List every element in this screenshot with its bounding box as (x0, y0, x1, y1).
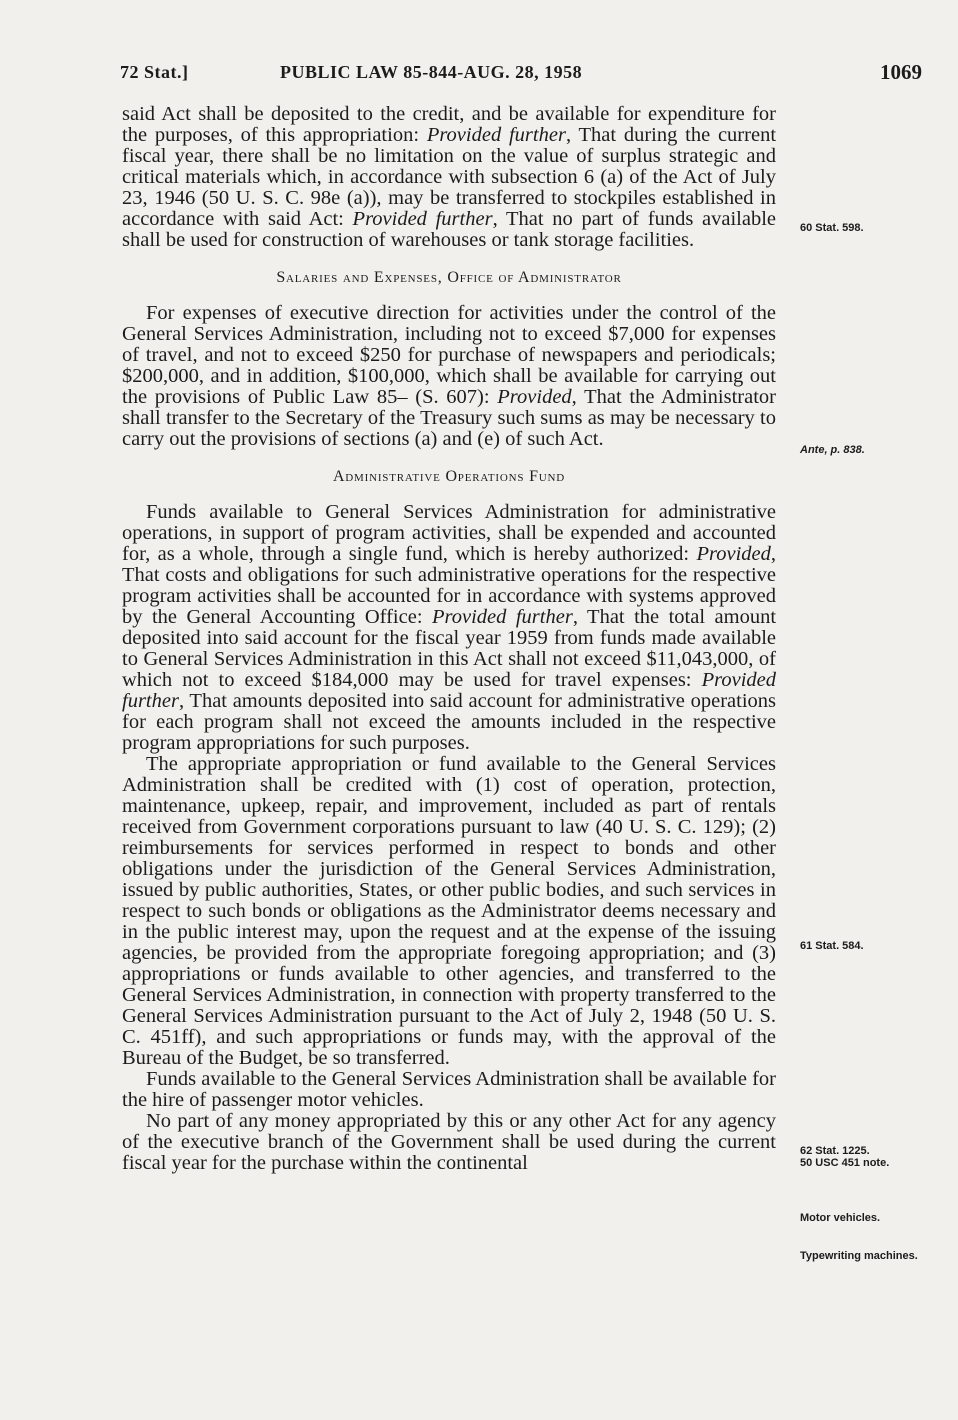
body-text (122, 104, 776, 1174)
paragraph-stockpile: said Act shall be deposited to the credit, and be available for expenditure for the purposes, of this appropriation: Provided further, That during the current fiscal year, there shall be no limitation on the value of surplus strategic and critical materials which, in accordance with subsection 6 (a) of the Act of July 23, 1946 (50 U. S. C. 98e (a)), may be transferred to stockpiles established in accordance with said Act: Provided further, That no part of funds available shall be used for construction of warehouses or tank storage facilities. (122, 103, 777, 251)
paragraph-salaries: For expenses of executive direction for activities under the control of the General Services Administration, including not to exceed $7,000 for expenses of travel, and not to exceed $250 for purchase of newspapers and periodicals; $200,000, and in addition, $100,000, which shall be available for carrying out the provisions of Public Law 85– (S. 607): Provided, That the Administrator shall transfer to the Secretary of the Treasury such sums as may be necessary to carry out the provisions of sections (a) and (e) of such Act. (122, 302, 776, 450)
volume-citation: 72 Stat.] (120, 62, 189, 82)
proviso-italic: Provided (497, 386, 572, 408)
proviso-italic: Provided further (426, 124, 566, 146)
sidenote-61-stat: 61 Stat. 584. (800, 940, 864, 952)
proviso-italic: Provided further (122, 669, 776, 712)
paragraph-admin-fund: Funds available to General Services Administration for administrative operations, in support of program activities, shall be expended and accounted for, as a whole, through a single fund, which is hereby authorized: Provided, That costs and obligations for such administrative operations for the respective program activities shall be accounted for in accordance with systems approved by the General Accounting Office: Provided further, That the total amount deposited into said account for the fiscal year 1959 from funds made available to General Services Administration in this Act shall not exceed $11,043,000, of which not to exceed $184,000 may be used for travel expenses: Provided further, That amounts deposited into said account for administrative operations for each program shall not exceed the amounts included in the respective program appropriations for such purposes. (122, 501, 777, 754)
law-title: PUBLIC LAW 85-844-AUG. 28, 1958 (280, 62, 583, 82)
proviso-italic: Provided further (352, 208, 493, 230)
paragraph-motor-vehicles: Funds available to the General Services Administration shall be available for the hire of passenger motor vehicles. (122, 1068, 776, 1111)
page-number: 1069 (880, 60, 922, 84)
section-heading-admin-fund: Administrative Operations Fund (332, 468, 566, 485)
paragraph-credits: The appropriate appropriation or fund available to the General Services Administration shall be credited with (1) cost of operation, protection, maintenance, upkeep, repair, and improvement, included as part of rentals received from Government corporations pursuant to law (40 U. S. C. 129); (2) reimbursements for services performed in respect to bonds and other obligations under the jurisdiction of the General Services Administration, issued by public authorities, States, or other public bodies, and such services in respect to such bonds or obligations as the Administrator deems necessary and in the public interest may, upon the request and at the expense of the issuing agencies, be provided from the appropriate foregoing appropriation; and (3) appropriations or funds available to other agencies, and transferred to the General Services Administration, in connection with property transferred to the General Services Administration pursuant to the Act of July 2, 1948 (50 U. S. C. 451ff), and such appropriations or funds may, with the approval of the Bureau of the Budget, be so transferred. (122, 753, 776, 1069)
sidenote-62-stat: 62 Stat. 1225. 50 USC 451 note. (800, 1145, 890, 1169)
sidenote-typewriting: Typewriting machines. (800, 1250, 918, 1262)
proviso-italic: Provided (696, 543, 771, 565)
paragraph-typewriters: No part of any money appropriated by this or any other Act for any agency of the executive branch of the Government shall be used during the current fiscal year for the purchase within the continental (122, 1110, 776, 1174)
sidenote-ante: Ante, p. 838. (800, 444, 865, 456)
running-head (120, 62, 930, 90)
section-heading-salaries: Salaries and Expenses, Office of Administrator (276, 269, 622, 286)
proviso-italic: Provided further (432, 606, 573, 628)
sidenote-60-stat: 60 Stat. 598. (800, 222, 864, 234)
sidenote-motor-vehicles: Motor vehicles. (800, 1212, 881, 1224)
